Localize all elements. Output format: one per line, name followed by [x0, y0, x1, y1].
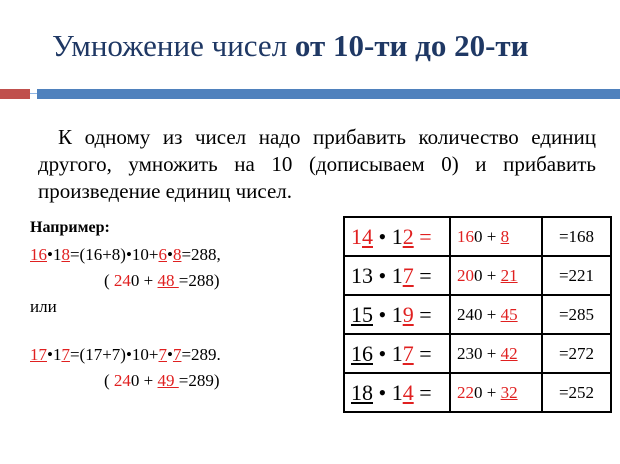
row4-plus: 0 +	[474, 343, 501, 363]
row2-num1: 13	[351, 262, 373, 288]
row3-op: • 1	[373, 301, 403, 327]
table-cell-result: =252	[542, 373, 611, 412]
table-cell-result: =168	[542, 217, 611, 256]
row3-unit2: 9	[402, 301, 414, 327]
ex1b-product: 48	[157, 271, 179, 290]
ex1-unit2: 8	[61, 245, 70, 264]
ex2b-result: =289)	[178, 371, 220, 390]
ex2b-tens: 24	[113, 371, 131, 390]
ex1b-plus: 0 +	[130, 271, 158, 290]
row2-eq: =	[413, 262, 432, 288]
ex2b-open: (	[104, 371, 114, 390]
table-row	[344, 295, 611, 334]
row5-product: 32	[500, 382, 518, 402]
table-cell-expression	[344, 373, 450, 412]
example-line-2b	[104, 371, 220, 391]
rule-text: К одному из чисел надо прибавить количество единиц другого, умножить на 10 (дописываем 0) и прибавить произведение единиц чисел.	[38, 125, 596, 203]
title-normal: Умножение чисел	[52, 28, 295, 63]
ex2-expr: =(17+7)•10+	[69, 345, 159, 364]
table-cell-sum	[450, 373, 542, 412]
ex2-num1: 17	[30, 345, 47, 364]
row5-plus: 0 +	[474, 382, 501, 402]
row2-product: 21	[500, 265, 518, 285]
row5-tens: 22	[457, 382, 474, 402]
ex1-dot: •	[167, 245, 173, 264]
example-line-1	[30, 245, 221, 265]
row1-unit2: 2	[402, 223, 414, 249]
ex2-dot: •	[167, 345, 173, 364]
table-row	[344, 334, 611, 373]
example-heading: Например:	[30, 219, 110, 236]
row4-product: 42	[500, 343, 518, 363]
row4-eq: =	[413, 340, 432, 366]
row3-plus: 0 +	[474, 304, 501, 324]
title-divider-bar	[37, 89, 620, 99]
row3-eq: =	[413, 301, 432, 327]
table-row	[344, 373, 611, 412]
row1-op: • 1	[373, 223, 403, 249]
ex1b-tens: 24	[113, 271, 131, 290]
row5-op: • 1	[373, 379, 403, 405]
row3-tens: 24	[457, 304, 474, 324]
multiplication-table	[343, 216, 612, 413]
ex2-result: =289.	[181, 345, 221, 364]
table-cell-sum	[450, 295, 542, 334]
row1-num1-unit: 4	[362, 223, 373, 249]
row5-unit2: 4	[402, 379, 414, 405]
table-cell-expression	[344, 256, 450, 295]
row2-op: • 1	[373, 262, 403, 288]
ex2b-product: 49	[157, 371, 179, 390]
row3-num1: 15	[351, 301, 373, 327]
row2-unit2: 7	[402, 262, 414, 288]
row4-op: • 1	[373, 340, 403, 366]
row1-eq: =	[413, 223, 432, 249]
ex1-unit-a: 6	[158, 245, 167, 264]
row1-product: 8	[500, 226, 510, 246]
page-title	[52, 28, 529, 64]
ex1-expr: =(16+8)•10+	[69, 245, 159, 264]
title-divider-accent	[0, 89, 30, 99]
table-cell-expression	[344, 295, 450, 334]
row4-tens: 23	[457, 343, 474, 363]
row2-plus: 0 +	[474, 265, 501, 285]
ex2-unit2: 7	[61, 345, 70, 364]
table-cell-expression	[344, 217, 450, 256]
row1-plus: 0 +	[474, 226, 501, 246]
ex2-mul: •1	[47, 345, 62, 364]
example-or: или	[30, 297, 57, 316]
ex1-unit-b: 8	[172, 245, 182, 264]
example-line-2	[30, 345, 221, 365]
row5-eq: =	[413, 379, 432, 405]
example-line-1b	[104, 271, 220, 291]
row1-tens: 16	[457, 226, 474, 246]
ex2b-plus: 0 +	[130, 371, 158, 390]
table-cell-sum	[450, 334, 542, 373]
ex2-unit-a: 7	[158, 345, 167, 364]
ex1b-result: =288)	[178, 271, 220, 290]
row1-num1	[351, 224, 373, 249]
ex1-num1: 16	[30, 245, 47, 264]
ex2-unit-b: 7	[172, 345, 182, 364]
table-cell-result: =221	[542, 256, 611, 295]
table-cell-result: =272	[542, 334, 611, 373]
ex1b-open: (	[104, 271, 114, 290]
table-cell-sum	[450, 256, 542, 295]
table-row	[344, 217, 611, 256]
table-cell-result: =285	[542, 295, 611, 334]
row1-num1-tens: 1	[351, 223, 362, 249]
title-bold: от 10-ти до 20-ти	[294, 28, 529, 63]
table-row	[344, 256, 611, 295]
row5-num1: 18	[351, 379, 373, 405]
row3-product: 45	[500, 304, 518, 324]
row4-unit2: 7	[402, 340, 414, 366]
table-cell-sum	[450, 217, 542, 256]
table-cell-expression	[344, 334, 450, 373]
row4-num1: 16	[351, 340, 373, 366]
ex1-mul: •1	[47, 245, 62, 264]
row2-tens: 20	[457, 265, 474, 285]
ex1-result: =288,	[181, 245, 221, 264]
